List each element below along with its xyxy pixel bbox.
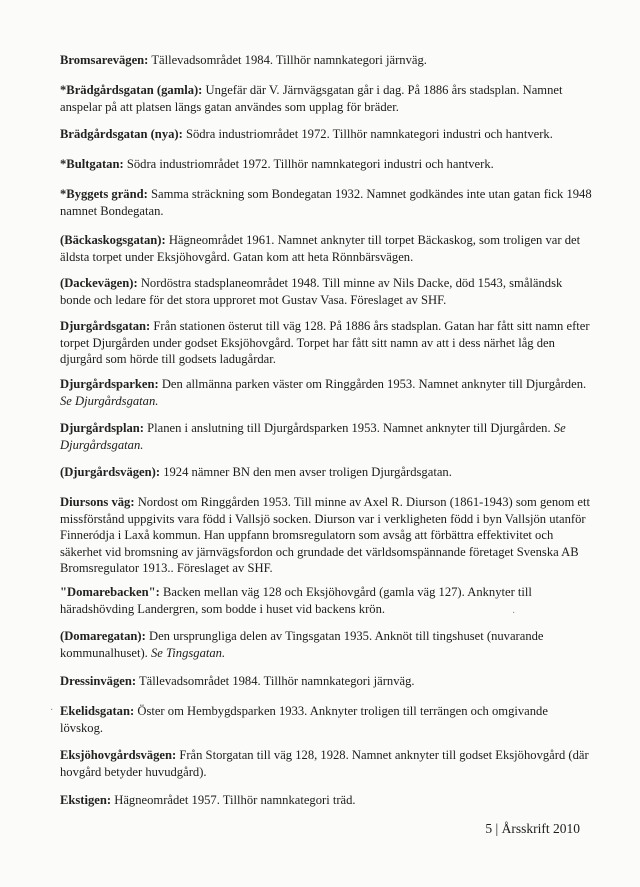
entry-term: *Byggets gränd: xyxy=(60,187,148,201)
entry-ekelidsgatan xyxy=(60,703,592,736)
page-footer: 5 | Årsskrift 2010 xyxy=(485,821,580,836)
entry-text: Hägneområdet 1957. Tillhör namnkategori träd. xyxy=(114,793,356,807)
entry-term: "Domarebacken": xyxy=(60,585,160,599)
entry-text: 1924 nämner BN den men avser troligen Djurgårdsgatan. xyxy=(163,465,452,479)
entry-text: Samma sträckning som Bondegatan 1932. Namnet godkändes inte utan gatan fick 1948 namnet Bondegatan. xyxy=(60,187,592,218)
scan-speck: · xyxy=(512,608,516,619)
scan-speck: · xyxy=(50,705,54,716)
entry-text: Planen i anslutning till Djurgårdsparken 1953. Namnet anknyter till Djurgården. xyxy=(147,421,551,435)
entry-ekstigen xyxy=(60,792,592,809)
entry-term: Djurgårdsparken: xyxy=(60,377,159,391)
entry-bromsarevagen xyxy=(60,52,592,69)
entry-text: Hägneområdet 1961. Namnet anknyter till torpet Bäckaskog, som troligen var det äldsta torpet under Eksjöhovgård. Gatan kom att heta Rönnbärsvägen. xyxy=(60,233,581,264)
entry-djurgardsgatan xyxy=(60,318,592,368)
entry-byggets-grand xyxy=(60,186,592,219)
entry-bradgardsgatan-nya xyxy=(60,126,592,143)
entry-text: Tällevadsområdet 1984. Tillhör namnkategori järnväg. xyxy=(138,674,415,688)
entry-domaregatan xyxy=(60,628,592,661)
entry-text: Södra industriområdet 1972. Tillhör namnkategori industri och hantverk. xyxy=(126,157,494,171)
entry-text: Öster om Hembygdsparken 1933. Anknyter troligen till terrängen och omgivande lövskog. xyxy=(60,704,548,735)
entry-term: *Bultgatan: xyxy=(60,157,124,171)
entry-term: Djurgårdsgatan: xyxy=(60,319,151,333)
entry-term: Brädgårdsgatan (nya): xyxy=(60,127,183,141)
entry-text: Från stationen österut till väg 128. På 1886 års stadsplan. Gatan har fått sitt namn efter torpet Djurgården under godset Eksjöhovgård. Torpet har fått sitt namn av att i dess närhet låg den djurgård som hörde till godsets ladugårdar. xyxy=(60,319,590,366)
entry-reference: Se Tingsgatan. xyxy=(150,645,226,660)
entry-text: Från Storgatan till väg 128, 1928. Namnet anknyter till godset Eksjöhovgård (där hovgård betyder huvudgård). xyxy=(60,748,589,779)
entry-term: Dressinvägen: xyxy=(60,674,137,688)
entry-term: Ekelidsgatan: xyxy=(60,704,135,718)
entry-text: Nordost om Ringgården 1953. Till minne av Axel R. Diurson (1861-1943) som genom ett missförstånd uppgivits vara född i Vallsjö socken. Diurson var i verkligheten född i byn Vallsjön utanför Finneródja i Laxå kommun. Han uppfann bromsregulatorn som avsåg att förbättra effektivitet och säkerhet vid bromsning av järnvägsfordon och grundade det världsomspännande företaget Svenska AB Bromsregulator 1913.. Föreslaget av SHF. xyxy=(60,495,590,575)
entry-term: (Bäckaskogsgatan): xyxy=(60,233,166,247)
entry-reference: Se Djurgårdsgatan. xyxy=(60,393,159,408)
entry-term: Diursons väg: xyxy=(60,495,135,509)
entry-term: (Domaregatan): xyxy=(60,629,146,643)
entry-diursons-vag xyxy=(60,494,592,577)
entry-dressinvagen xyxy=(60,673,592,690)
entry-djurgardsparken xyxy=(60,376,592,409)
entry-text: Södra industriområdet 1972. Tillhör namnkategori industri och hantverk. xyxy=(185,127,553,141)
entry-backaskogsgatan xyxy=(60,232,592,265)
entry-djurgardsplan xyxy=(60,420,592,453)
entry-bradgardsgatan-gamla xyxy=(60,82,592,115)
entry-bultgatan xyxy=(60,156,592,173)
entry-text: Nordöstra stadsplaneområdet 1948. Till minne av Nils Dacke, död 1543, småländsk bonde och ledare för det stora upproret mot Gustav Vasa. Föreslaget av SHF. xyxy=(60,276,563,307)
entry-text: Ungefär där V. Järnvägsgatan går i dag. På 1886 års stadsplan. Namnet anspelar på att platsen längs gatan användes som upplag för bräder. xyxy=(60,83,563,114)
entry-text: Backen mellan väg 128 och Eksjöhovgård (gamla väg 127). Anknyter till häradshövding Landergren, som bodde i huset vid backens krön. xyxy=(60,585,532,616)
entry-reference: Se Djurgårdsgatan. xyxy=(60,421,566,452)
entry-term: *Brädgårdsgatan (gamla): xyxy=(60,83,203,97)
entry-term: Ekstigen: xyxy=(60,793,112,807)
entry-term: Bromsarevägen: xyxy=(60,53,149,67)
entry-text: Den allmänna parken väster om Ringgården 1953. Namnet anknyter till Djurgården. xyxy=(161,377,587,391)
entry-djurgardsvagen xyxy=(60,464,592,481)
entry-dackevagen xyxy=(60,275,592,308)
entry-text: Tällevadsområdet 1984. Tillhör namnkategori järnväg. xyxy=(151,53,427,67)
entry-term: Djurgårdsplan: xyxy=(60,421,144,435)
entry-term: Eksjöhovgårdsvägen: xyxy=(60,748,177,762)
entry-eksjohovgardsvagen xyxy=(60,747,592,780)
entry-term: (Djurgårdsvägen): xyxy=(60,465,161,479)
entry-term: (Dackevägen): xyxy=(60,276,138,290)
entry-text: Den ursprungliga delen av Tingsgatan 1935. Anknöt till tingshuset (nuvarande kommunalhuset). xyxy=(60,629,544,660)
